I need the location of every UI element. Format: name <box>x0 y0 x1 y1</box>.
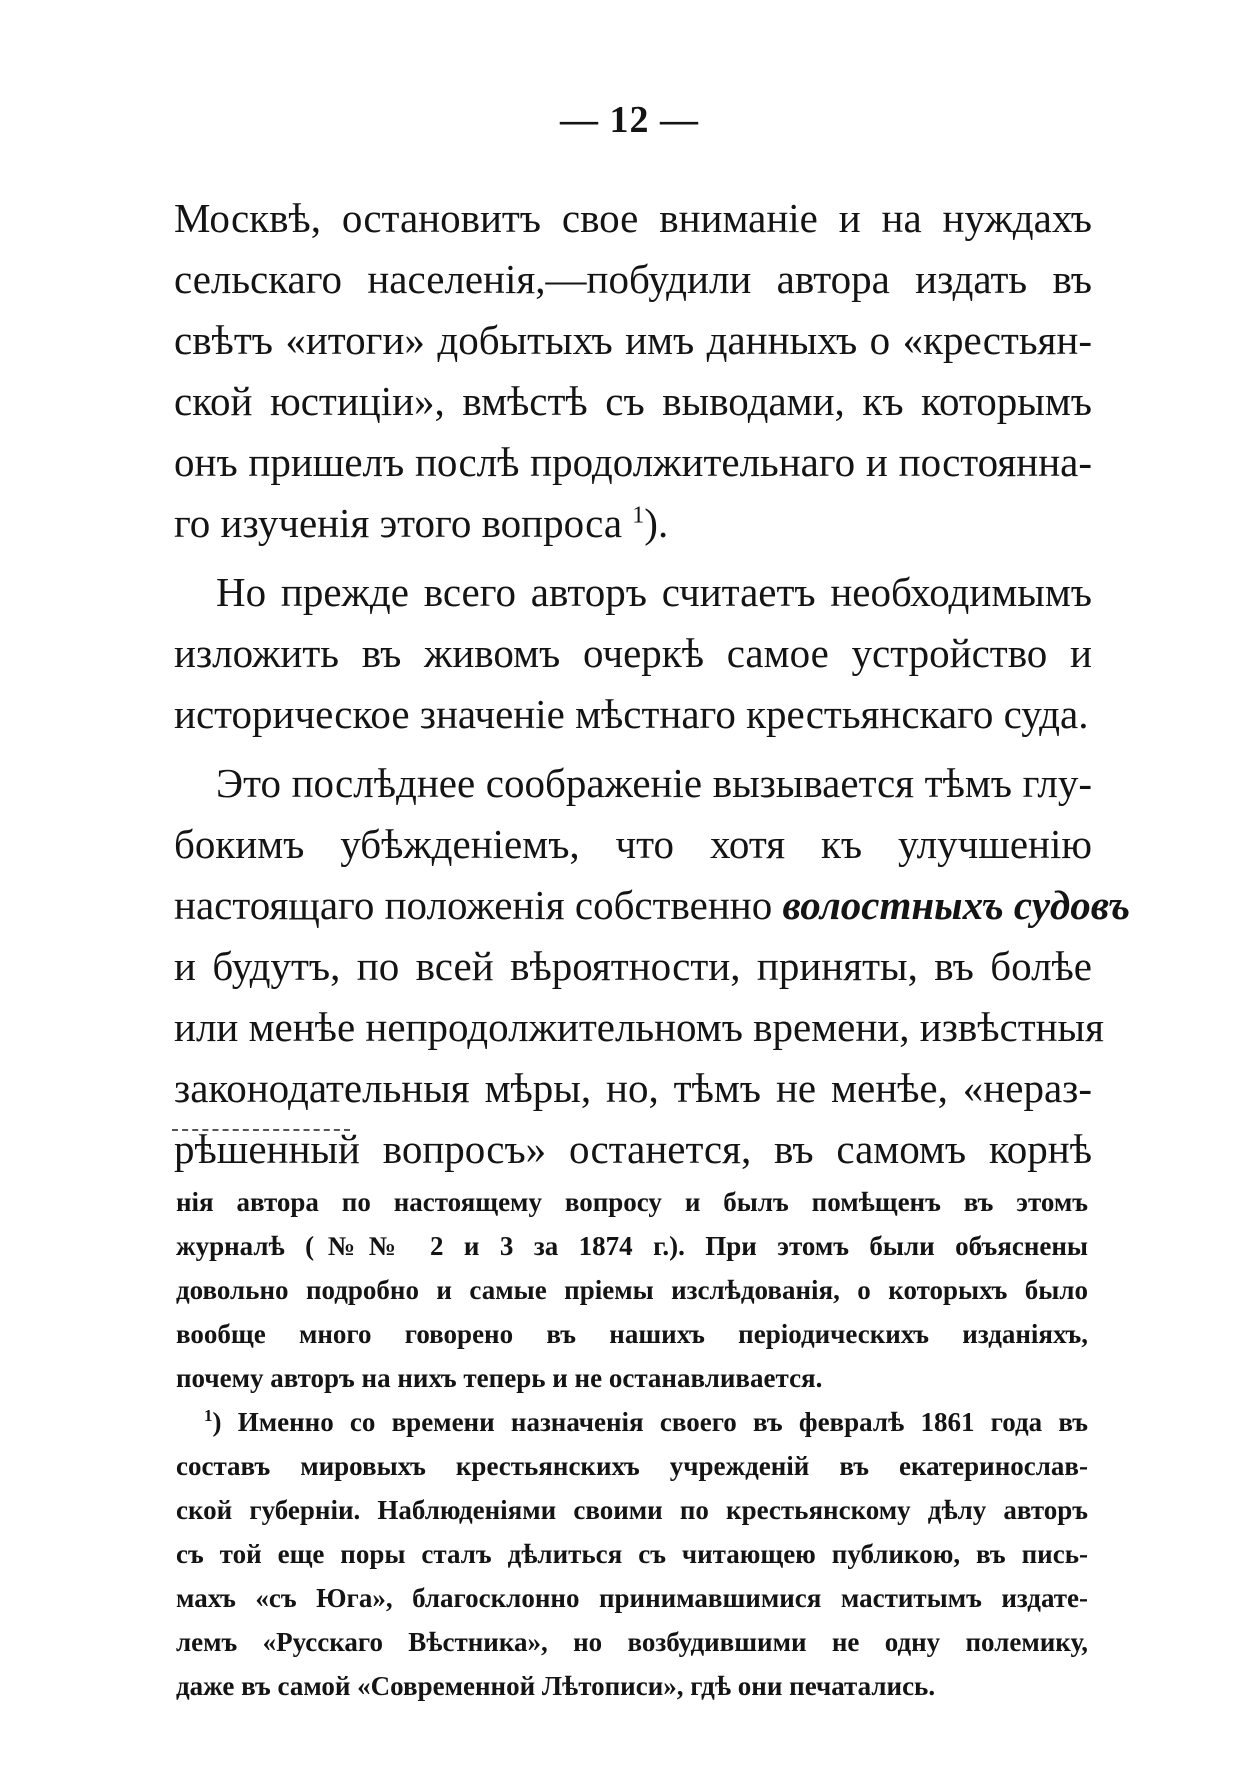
footnotes <box>176 1180 1088 1708</box>
footnote-line: махъ «съ Юга», благосклонно принимавшимися маститымъ издате- <box>176 1583 1088 1613</box>
footnote-separator <box>172 1129 350 1131</box>
footnote-line: ской губерніи. Наблюденіями своими по крестьянскому дѣлу авторъ <box>176 1495 1088 1525</box>
footnote-ref-marker: 1 <box>632 502 645 529</box>
text-line: и будутъ, по всей вѣроятности, приняты, въ болѣе <box>174 943 1092 989</box>
footnote-line: съ той еще поры сталъ дѣлиться съ читающею публикою, въ пись- <box>176 1539 1088 1569</box>
text-fragment: го изученія этого вопроса <box>174 500 623 546</box>
emphasized-text: волостныхъ судовъ <box>782 882 1131 928</box>
text-line: сельскаго населенія,—побудили автора издать въ <box>174 256 1092 302</box>
text-line: или менѣе непродолжительномъ времени, извѣстныя <box>174 1004 1104 1050</box>
main-text <box>174 188 1131 1180</box>
footnote-line: нія автора по настоящему вопросу и былъ помѣщенъ въ этомъ <box>176 1187 1088 1217</box>
text-line: законодательныя мѣры, но, тѣмъ не менѣе, «нераз- <box>174 1065 1092 1111</box>
text-line: рѣшенный вопросъ» останется, въ самомъ корнѣ <box>174 1126 1092 1172</box>
footnote-line: лемъ «Русскаго Вѣстника», но возбудившими не одну полемику, <box>176 1627 1088 1657</box>
text-line: историческое значеніе мѣстнаго крестьянскаго суда. <box>174 691 1089 737</box>
text-line-with-emphasis <box>174 875 1131 936</box>
text-line: ской юстиціи», вмѣстѣ съ выводами, къ которымъ <box>174 378 1092 424</box>
text-line: Но прежде всего авторъ считаетъ необходимымъ <box>216 569 1092 615</box>
text-line: изложить въ живомъ очеркѣ самое устройство и <box>174 630 1092 676</box>
footnote-line: даже въ самой «Современной Лѣтописи», гдѣ они печатались. <box>176 1671 936 1701</box>
footnote-line: вообще много говорено въ нашихъ періодическихъ изданіяхъ, <box>176 1319 1088 1349</box>
text-line: Это послѣднее соображеніе вызывается тѣмъ глу- <box>216 760 1092 806</box>
footnote-1-first-line <box>176 1400 1088 1444</box>
footnote-line: довольно подробно и самые пріемы изслѣдованія, о которыхъ было <box>176 1275 1088 1305</box>
footnote-line: почему авторъ на нихъ теперь и не останавливается. <box>176 1363 823 1393</box>
text-line: онъ пришелъ послѣ продолжительнаго и постоянна- <box>174 439 1092 485</box>
footnote-ref-close: ). <box>644 500 669 546</box>
text-fragment: ) Именно со времени назначенія своего въ февралѣ 1861 года въ <box>212 1407 1088 1437</box>
page-number: — 12 — <box>560 99 699 141</box>
text-line-with-footnote-ref <box>174 493 1092 554</box>
footnote-1-marker: 1 <box>204 1406 213 1425</box>
text-line: свѣтъ «итоги» добытыхъ имъ данныхъ о «крестьян- <box>174 317 1092 363</box>
text-line: бокимъ убѣжденіемъ, что хотя къ улучшенію <box>174 821 1092 867</box>
footnote-line: составъ мировыхъ крестьянскихъ учрежденій въ екатеринослав- <box>176 1451 1088 1481</box>
footnote-line: журналѣ (№№ 2 и 3 за 1874 г.). При этомъ были объяснены <box>176 1231 1088 1261</box>
text-fragment: настоящаго положенія собственно <box>174 882 773 928</box>
text-line: Москвѣ, остановитъ свое вниманіе и на нуждахъ <box>174 195 1092 241</box>
